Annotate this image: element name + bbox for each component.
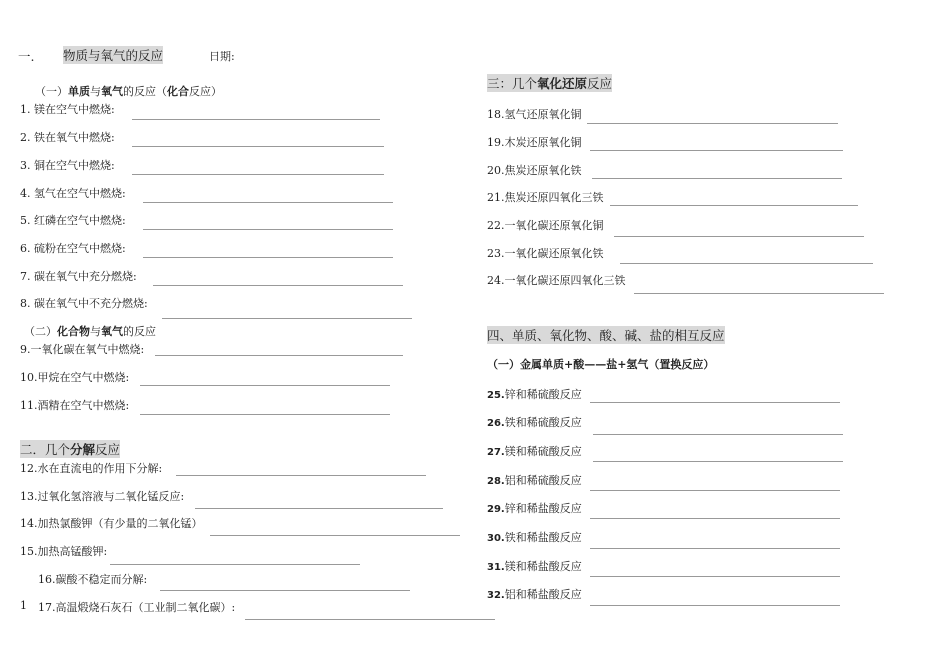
section-heading-text: 反应 [95, 442, 121, 457]
subsection-heading-1a [35, 83, 222, 99]
answer-line[interactable] [110, 564, 360, 565]
question-text: 锌和稀盐酸反应 [504, 502, 582, 515]
question-number: 29. [487, 504, 505, 515]
answer-line[interactable] [140, 414, 390, 415]
question-label: 16.碳酸不稳定而分解: [38, 573, 148, 586]
question-label [487, 586, 582, 602]
question-text: 镁和稀硫酸反应 [504, 445, 582, 458]
question-number: 32. [487, 590, 505, 601]
answer-line[interactable] [132, 146, 384, 147]
section-heading-3 [487, 74, 612, 92]
answer-line[interactable] [143, 229, 393, 230]
question-label: 4. 氢气在空气中燃烧: [20, 187, 126, 200]
question-number: 30. [487, 533, 505, 544]
question-text: 镁和稀盐酸反应 [504, 560, 582, 573]
answer-line[interactable] [592, 178, 842, 179]
question-label: 19.木炭还原氧化铜 [487, 136, 582, 149]
answer-line[interactable] [593, 461, 843, 462]
subsection-text: 的反应（ [123, 85, 167, 98]
question-label [487, 558, 582, 574]
section-heading-keyword: 分解 [70, 442, 96, 457]
section-heading-keyword: 氧化还原 [537, 76, 588, 91]
answer-line[interactable] [210, 535, 460, 536]
answer-line[interactable] [634, 293, 884, 294]
answer-line[interactable] [590, 518, 840, 519]
subsection-text: 与 [90, 325, 101, 338]
question-label: 14.加热氯酸钾（有少量的二氧化锰） [20, 517, 203, 530]
question-label: 3. 铜在空气中燃烧: [20, 159, 115, 172]
section-number: 一. [18, 49, 35, 64]
question-label [487, 529, 582, 545]
question-label: 5. 红磷在空气中燃烧: [20, 214, 126, 227]
date-label: 日期: [209, 50, 235, 63]
question-label: 23.一氧化碳还原氧化铁 [487, 247, 604, 260]
answer-line[interactable] [245, 619, 495, 620]
subsection-open: （一） [35, 85, 68, 98]
question-number: 31. [487, 562, 505, 573]
subsection-text: 与 [90, 85, 101, 98]
section-heading-4: 四、单质、氧化物、酸、碱、盐的相互反应 [487, 328, 725, 343]
question-label: 18.氢气还原氧化铜 [487, 108, 582, 121]
question-label: 1. 镁在空气中燃烧: [20, 103, 115, 116]
question-label: 21.焦炭还原四氧化三铁 [487, 191, 604, 204]
question-text: 锌和稀硫酸反应 [504, 388, 582, 401]
subsection-keyword: 化合物 [57, 325, 90, 338]
question-label [487, 443, 582, 459]
section-heading-text: 二．几个 [20, 442, 71, 457]
answer-line[interactable] [140, 385, 390, 386]
question-label: 7. 碳在氧气中充分燃烧: [20, 270, 137, 283]
section-heading-2 [20, 440, 120, 458]
answer-line[interactable] [132, 174, 384, 175]
question-label: 10.甲烷在空气中燃烧: [20, 371, 130, 384]
answer-line[interactable] [155, 355, 403, 356]
question-label [487, 414, 582, 430]
question-label: 22.一氧化碳还原氧化铜 [487, 219, 604, 232]
question-label [487, 500, 582, 516]
question-text: 铁和稀盐酸反应 [504, 531, 582, 544]
subsection-heading-1b [24, 323, 156, 339]
answer-line[interactable] [153, 285, 403, 286]
question-number: 28. [487, 476, 505, 487]
answer-line[interactable] [614, 236, 864, 237]
answer-line[interactable] [160, 590, 410, 591]
question-label: 17.高温煅烧石灰石（工业制二氧化碳）: [38, 601, 236, 614]
subsection-heading-4a: （一）金属单质+酸——盐+氢气（置换反应） [487, 358, 715, 371]
answer-line[interactable] [610, 205, 858, 206]
subsection-keyword: 氧气 [101, 85, 123, 98]
question-text: 铁和稀硫酸反应 [504, 416, 582, 429]
answer-line[interactable] [195, 508, 443, 509]
answer-line[interactable] [176, 475, 426, 476]
answer-line[interactable] [620, 263, 873, 264]
question-label: 24.一氧化碳还原四氧化三铁 [487, 274, 626, 287]
answer-line[interactable] [587, 123, 838, 124]
answer-line[interactable] [162, 318, 412, 319]
question-label [487, 386, 582, 402]
answer-line[interactable] [593, 434, 843, 435]
answer-line[interactable] [132, 119, 380, 120]
question-label: 12.水在直流电的作用下分解: [20, 462, 163, 475]
question-number: 27. [487, 447, 505, 458]
question-number: 25. [487, 390, 505, 401]
question-label [487, 472, 582, 488]
subsection-keyword: 单质 [68, 85, 90, 98]
section-heading-text: 三：几个 [487, 76, 538, 91]
subsection-text: 反应） [189, 85, 222, 98]
answer-line[interactable] [590, 548, 840, 549]
question-label: 2. 铁在氧气中燃烧: [20, 131, 115, 144]
question-label: 11.酒精在空气中燃烧: [20, 399, 130, 412]
subsection-keyword: 化合 [167, 85, 189, 98]
question-label: 6. 硫粉在空气中燃烧: [20, 242, 126, 255]
question-label: 20.焦炭还原氧化铁 [487, 164, 582, 177]
subsection-open: （二） [24, 325, 57, 338]
answer-line[interactable] [143, 257, 393, 258]
answer-line[interactable] [590, 402, 840, 403]
answer-line[interactable] [590, 605, 840, 606]
subsection-text: 的反应 [123, 325, 156, 338]
answer-line[interactable] [143, 202, 393, 203]
question-label: 8. 碳在氧气中不充分燃烧: [20, 297, 148, 310]
answer-line[interactable] [590, 150, 843, 151]
question-text: 铝和稀硫酸反应 [504, 474, 582, 487]
question-number: 26. [487, 418, 505, 429]
page-title: 物质与氧气的反应 [63, 48, 164, 63]
question-text: 铝和稀盐酸反应 [504, 588, 582, 601]
question-label: 13.过氧化氢溶液与二氧化锰反应: [20, 490, 185, 503]
subsection-keyword: 氧气 [101, 325, 123, 338]
answer-line[interactable] [590, 490, 840, 491]
section-heading-text: 反应 [587, 76, 613, 91]
stray-mark: 1 [20, 599, 27, 612]
answer-line[interactable] [590, 576, 840, 577]
question-label: 9.一氧化碳在氧气中燃烧: [20, 343, 145, 356]
question-label: 15.加热高锰酸钾: [20, 545, 108, 558]
